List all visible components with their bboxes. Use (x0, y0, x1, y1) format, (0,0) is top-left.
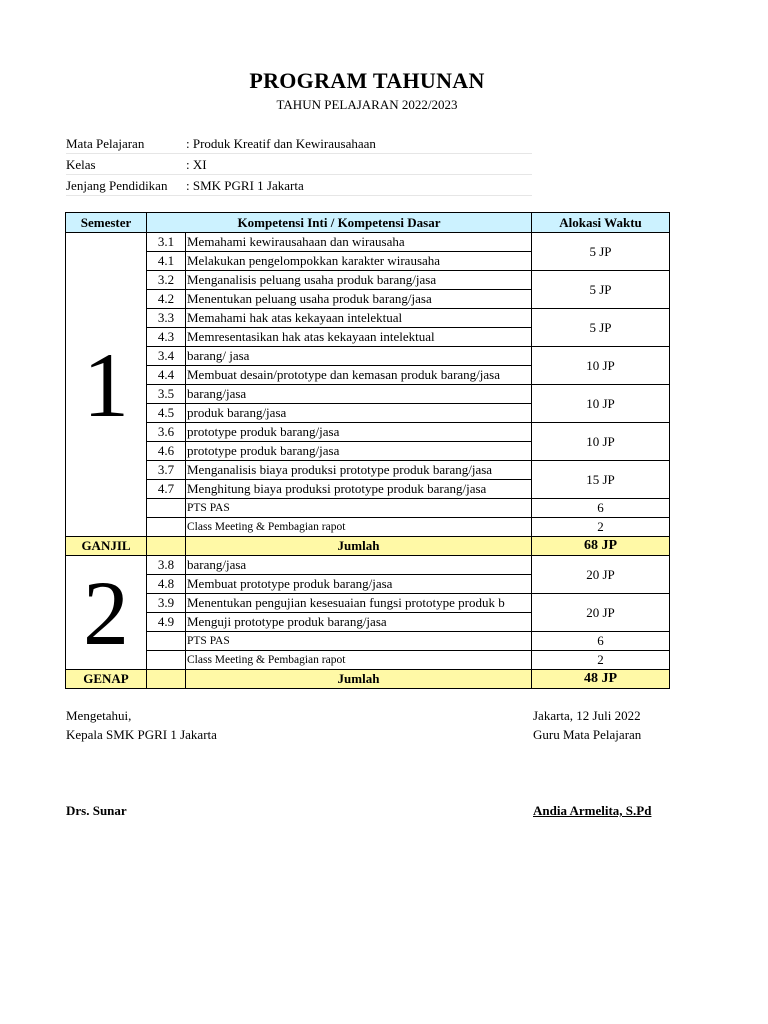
kd-number: 4.9 (147, 613, 186, 632)
page-subtitle: TAHUN PELAJARAN 2022/2023 (276, 97, 458, 112)
class-meeting-value: 2 (532, 518, 670, 537)
table-row (66, 271, 670, 290)
table-row (66, 347, 670, 366)
total-label: Jumlah (186, 537, 532, 556)
total-semester-label: GANJIL (66, 537, 147, 556)
total-row-ganjil (66, 537, 670, 556)
kd-text: produk barang/jasa (186, 404, 532, 423)
kd-number: 3.4 (147, 347, 186, 366)
class-meeting-label: Class Meeting & Pembagian rapot (186, 651, 532, 670)
table-row (66, 385, 670, 404)
table-row (66, 423, 670, 442)
class-meeting-value: 2 (532, 651, 670, 670)
sign-left-line1: Mengetahui, (66, 708, 132, 723)
kd-number: 4.3 (147, 328, 186, 347)
program-table (65, 212, 670, 689)
info-value: : SMK PGRI 1 Jakarta (186, 178, 304, 193)
kd-number: 3.6 (147, 423, 186, 442)
empty-number-cell (147, 670, 186, 689)
table-row (66, 556, 670, 575)
table-row (66, 461, 670, 480)
empty-number-cell (147, 632, 186, 651)
sign-right-line2: Guru Mata Pelajaran (533, 727, 642, 742)
kd-number: 3.3 (147, 309, 186, 328)
kd-text: Membuat prototype produk barang/jasa (186, 575, 532, 594)
table-header-row (66, 213, 670, 233)
kd-text: Memresentasikan hak atas kekayaan intelektual (186, 328, 532, 347)
kd-number: 3.5 (147, 385, 186, 404)
total-row-genap (66, 670, 670, 689)
kd-text: Menguji prototype produk barang/jasa (186, 613, 532, 632)
kd-text: barang/jasa (186, 385, 532, 404)
kd-text: Melakukan pengelompokkan karakter wirausaha (186, 252, 532, 271)
kd-number: 3.8 (147, 556, 186, 575)
header-kd: Kompetensi Inti / Kompetensi Dasar (147, 213, 532, 233)
info-value: : XI (186, 157, 207, 172)
kd-text: barang/jasa (186, 556, 532, 575)
kd-text: Menganalisis biaya produksi prototype produk barang/jasa (186, 461, 532, 480)
kd-number: 4.8 (147, 575, 186, 594)
alokasi-cell: 5 JP (532, 309, 670, 347)
empty-number-cell (147, 537, 186, 556)
kd-text: Menentukan peluang usaha produk barang/jasa (186, 290, 532, 309)
table-row (66, 309, 670, 328)
alokasi-cell: 5 JP (532, 233, 670, 271)
kd-text: prototype produk barang/jasa (186, 442, 532, 461)
semester-2-number: 2 (66, 556, 147, 670)
alokasi-cell: 20 JP (532, 594, 670, 632)
table-row-pts (66, 499, 670, 518)
info-label: Jenjang Pendidikan (66, 178, 168, 193)
info-row-school (66, 176, 532, 196)
header-alokasi: Alokasi Waktu (532, 213, 670, 233)
total-value: 48 JP (532, 670, 670, 689)
kd-number: 3.9 (147, 594, 186, 613)
kd-number: 3.7 (147, 461, 186, 480)
kd-number: 4.1 (147, 252, 186, 271)
kd-number: 4.7 (147, 480, 186, 499)
table-row (66, 233, 670, 252)
empty-number-cell (147, 518, 186, 537)
sign-left-name: Drs. Sunar (66, 803, 127, 818)
total-value: 68 JP (532, 537, 670, 556)
empty-number-cell (147, 651, 186, 670)
class-meeting-label: Class Meeting & Pembagian rapot (186, 518, 532, 537)
sign-right-line1: Jakarta, 12 Juli 2022 (533, 708, 641, 723)
info-label: Mata Pelajaran (66, 136, 145, 151)
table-row-class-meeting (66, 518, 670, 537)
kd-text: Membuat desain/prototype dan kemasan produk barang/jasa (186, 366, 532, 385)
header-semester: Semester (66, 213, 147, 233)
empty-number-cell (147, 499, 186, 518)
kd-text: Menentukan pengujian kesesuaian fungsi prototype produk b (186, 594, 532, 613)
kd-text: Menghitung biaya produksi prototype produk barang/jasa (186, 480, 532, 499)
kd-number: 4.6 (147, 442, 186, 461)
kd-text: barang/ jasa (186, 347, 532, 366)
alokasi-cell: 10 JP (532, 423, 670, 461)
pts-label: PTS PAS (186, 499, 532, 518)
alokasi-cell: 20 JP (532, 556, 670, 594)
kd-number: 4.5 (147, 404, 186, 423)
kd-number: 3.1 (147, 233, 186, 252)
info-value: : Produk Kreatif dan Kewirausahaan (186, 136, 376, 151)
kd-number: 3.2 (147, 271, 186, 290)
table-row-class-meeting (66, 651, 670, 670)
sign-left-line2: Kepala SMK PGRI 1 Jakarta (66, 727, 217, 742)
kd-number: 4.2 (147, 290, 186, 309)
sign-right-name: Andia Armelita, S.Pd (533, 803, 652, 818)
total-semester-label: GENAP (66, 670, 147, 689)
table-row (66, 594, 670, 613)
alokasi-cell: 10 JP (532, 347, 670, 385)
page-title: PROGRAM TAHUNAN (249, 68, 485, 93)
alokasi-cell: 5 JP (532, 271, 670, 309)
kd-text: Menganalisis peluang usaha produk barang/jasa (186, 271, 532, 290)
pts-label: PTS PAS (186, 632, 532, 651)
kd-text: Memahami kewirausahaan dan wirausaha (186, 233, 532, 252)
alokasi-cell: 10 JP (532, 385, 670, 423)
table-row-pts (66, 632, 670, 651)
total-label: Jumlah (186, 670, 532, 689)
info-label: Kelas (66, 157, 96, 172)
semester-1-number: 1 (66, 233, 147, 537)
info-row-subject (66, 134, 532, 154)
kd-number: 4.4 (147, 366, 186, 385)
pts-value: 6 (532, 499, 670, 518)
info-row-class (66, 155, 532, 175)
kd-text: prototype produk barang/jasa (186, 423, 532, 442)
info-block (66, 134, 532, 197)
kd-text: Memahami hak atas kekayaan intelektual (186, 309, 532, 328)
pts-value: 6 (532, 632, 670, 651)
alokasi-cell: 15 JP (532, 461, 670, 499)
